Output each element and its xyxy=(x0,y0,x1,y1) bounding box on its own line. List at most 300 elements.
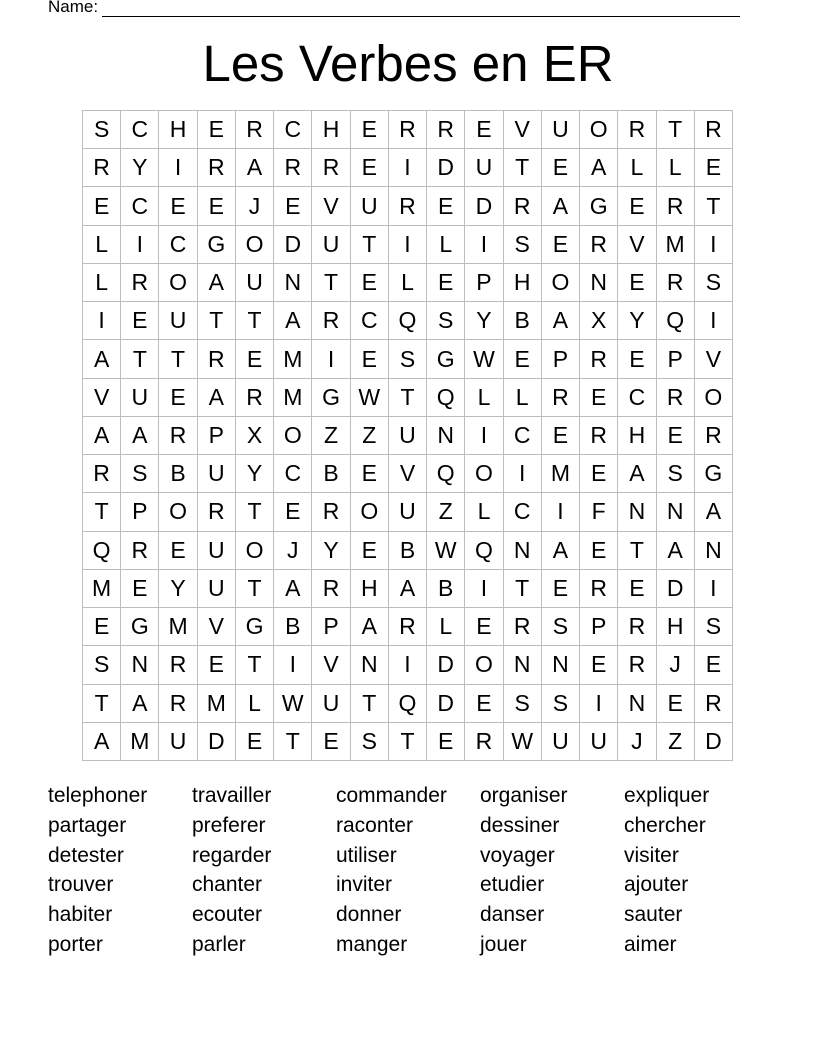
grid-cell: R xyxy=(657,264,695,302)
word-list-item: commander xyxy=(336,784,447,807)
word-list-item: regarder xyxy=(192,843,272,867)
grid-cell: E xyxy=(580,646,618,684)
grid-cell: Y xyxy=(121,149,159,187)
grid-cell: C xyxy=(274,111,312,149)
grid-cell: E xyxy=(542,149,580,187)
grid-cell: B xyxy=(274,608,312,646)
word-list-item: danser xyxy=(480,903,545,927)
grid-cell: R xyxy=(121,264,159,302)
grid-cell: L xyxy=(465,493,503,531)
name-blank-line xyxy=(102,1,740,17)
grid-cell: E xyxy=(351,455,389,493)
grid-cell: T xyxy=(83,493,121,531)
grid-cell: C xyxy=(274,455,312,493)
grid-cell: R xyxy=(618,646,656,684)
grid-cell: N xyxy=(542,646,580,684)
grid-cell: E xyxy=(312,723,350,761)
word-list-item: expliquer xyxy=(624,784,710,807)
grid-cell: A xyxy=(542,302,580,340)
grid-cell: R xyxy=(542,379,580,417)
grid-cell: O xyxy=(236,226,274,264)
grid-cell: U xyxy=(542,111,580,149)
grid-cell: E xyxy=(121,570,159,608)
grid-cell: E xyxy=(83,608,121,646)
grid-cell: E xyxy=(618,187,656,225)
grid-cell: E xyxy=(580,532,618,570)
grid-cell: Y xyxy=(236,455,274,493)
grid-cell: I xyxy=(504,455,542,493)
grid-cell: S xyxy=(504,226,542,264)
grid-cell: S xyxy=(427,302,465,340)
word-list-item: habiter xyxy=(48,903,113,927)
grid-cell: H xyxy=(159,111,197,149)
grid-cell: J xyxy=(236,187,274,225)
grid-cell: R xyxy=(312,570,350,608)
grid-cell: I xyxy=(159,149,197,187)
grid-cell: E xyxy=(274,493,312,531)
grid-cell: E xyxy=(695,149,733,187)
grid-cell: U xyxy=(198,532,236,570)
word-list-item: raconter xyxy=(336,813,414,837)
grid-cell: I xyxy=(465,226,503,264)
grid-cell: E xyxy=(465,111,503,149)
grid-cell: W xyxy=(504,723,542,761)
grid-cell: H xyxy=(657,608,695,646)
grid-cell: R xyxy=(504,187,542,225)
grid-cell: R xyxy=(159,646,197,684)
grid-cell: F xyxy=(580,493,618,531)
grid-cell: U xyxy=(159,723,197,761)
grid-cell: I xyxy=(580,685,618,723)
grid-cell: E xyxy=(580,379,618,417)
grid-cell: O xyxy=(351,493,389,531)
grid-cell: T xyxy=(504,149,542,187)
grid-cell: P xyxy=(121,493,159,531)
grid-cell: R xyxy=(389,111,427,149)
grid-cell: S xyxy=(542,608,580,646)
word-list-item: dessiner xyxy=(480,813,560,837)
grid-cell: A xyxy=(83,417,121,455)
grid-cell: U xyxy=(312,226,350,264)
grid-cell: R xyxy=(695,417,733,455)
word-search-grid xyxy=(82,110,733,761)
grid-cell: J xyxy=(274,532,312,570)
grid-cell: T xyxy=(351,226,389,264)
grid-cell: R xyxy=(236,111,274,149)
grid-cell: R xyxy=(274,149,312,187)
grid-cell: E xyxy=(351,149,389,187)
grid-cell: R xyxy=(389,187,427,225)
grid-cell: T xyxy=(198,302,236,340)
grid-cell: J xyxy=(657,646,695,684)
grid-cell: M xyxy=(121,723,159,761)
grid-cell: E xyxy=(198,111,236,149)
grid-cell: E xyxy=(465,608,503,646)
grid-cell: E xyxy=(198,187,236,225)
word-list-item: voyager xyxy=(480,843,555,867)
word-list-item: parler xyxy=(192,932,246,956)
grid-cell: W xyxy=(465,340,503,378)
grid-cell: E xyxy=(465,685,503,723)
grid-cell: S xyxy=(83,111,121,149)
grid-cell: C xyxy=(159,226,197,264)
name-label: Name: xyxy=(48,0,99,16)
grid-cell: I xyxy=(389,646,427,684)
grid-cell: W xyxy=(274,685,312,723)
grid-cell: I xyxy=(695,302,733,340)
grid-cell: V xyxy=(504,111,542,149)
grid-cell: T xyxy=(618,532,656,570)
grid-cell: R xyxy=(312,493,350,531)
word-list-item: chanter xyxy=(192,873,263,897)
grid-cell: P xyxy=(312,608,350,646)
grid-cell: C xyxy=(121,187,159,225)
grid-cell: A xyxy=(121,417,159,455)
grid-cell: U xyxy=(351,187,389,225)
grid-cell: O xyxy=(465,646,503,684)
grid-cell: R xyxy=(389,608,427,646)
grid-cell: R xyxy=(427,111,465,149)
grid-cell: O xyxy=(274,417,312,455)
grid-cell: G xyxy=(427,340,465,378)
grid-cell: S xyxy=(657,455,695,493)
grid-cell: V xyxy=(389,455,427,493)
grid-cell: E xyxy=(83,187,121,225)
grid-cell: I xyxy=(695,226,733,264)
grid-cell: A xyxy=(657,532,695,570)
grid-cell: E xyxy=(657,685,695,723)
grid-cell: I xyxy=(121,226,159,264)
grid-cell: Y xyxy=(618,302,656,340)
grid-cell: A xyxy=(389,570,427,608)
word-list-item: trouver xyxy=(48,873,114,897)
grid-cell: U xyxy=(542,723,580,761)
grid-cell: P xyxy=(580,608,618,646)
grid-cell: G xyxy=(121,608,159,646)
grid-cell: E xyxy=(427,264,465,302)
grid-cell: A xyxy=(274,570,312,608)
grid-cell: Q xyxy=(427,455,465,493)
grid-cell: T xyxy=(389,379,427,417)
grid-cell: U xyxy=(198,570,236,608)
grid-cell: N xyxy=(618,493,656,531)
grid-cell: I xyxy=(542,493,580,531)
grid-cell: B xyxy=(389,532,427,570)
grid-cell: M xyxy=(198,685,236,723)
grid-cell: R xyxy=(198,340,236,378)
name-field xyxy=(48,0,740,17)
grid-cell: L xyxy=(236,685,274,723)
grid-cell: N xyxy=(580,264,618,302)
grid-cell: L xyxy=(389,264,427,302)
grid-cell: U xyxy=(159,302,197,340)
grid-cell: R xyxy=(580,417,618,455)
grid-cell: U xyxy=(121,379,159,417)
grid-cell: H xyxy=(312,111,350,149)
grid-cell: I xyxy=(312,340,350,378)
grid-cell: S xyxy=(351,723,389,761)
grid-cell: P xyxy=(657,340,695,378)
word-list-item: ajouter xyxy=(624,873,689,897)
grid-cell: R xyxy=(83,149,121,187)
grid-cell: C xyxy=(504,493,542,531)
grid-cell: A xyxy=(236,149,274,187)
grid-cell: T xyxy=(159,340,197,378)
grid-cell: T xyxy=(312,264,350,302)
grid-cell: I xyxy=(83,302,121,340)
grid-cell: A xyxy=(83,723,121,761)
grid-cell: D xyxy=(274,226,312,264)
grid-cell: D xyxy=(427,149,465,187)
grid-cell: O xyxy=(580,111,618,149)
grid-cell: E xyxy=(618,264,656,302)
grid-cell: N xyxy=(657,493,695,531)
grid-cell: A xyxy=(695,493,733,531)
grid-cell: R xyxy=(580,570,618,608)
grid-cell: I xyxy=(389,226,427,264)
grid-cell: R xyxy=(504,608,542,646)
grid-cell: Q xyxy=(657,302,695,340)
grid-cell: R xyxy=(312,149,350,187)
grid-cell: S xyxy=(695,608,733,646)
grid-cell: R xyxy=(618,608,656,646)
grid-cell: R xyxy=(159,685,197,723)
grid-cell: R xyxy=(236,379,274,417)
grid-cell: D xyxy=(657,570,695,608)
grid-cell: U xyxy=(198,455,236,493)
word-list-item: aimer xyxy=(624,932,677,956)
grid-cell: I xyxy=(695,570,733,608)
grid-cell: M xyxy=(274,379,312,417)
grid-cell: O xyxy=(465,455,503,493)
word-list-item: organiser xyxy=(480,784,568,807)
word-list-item: jouer xyxy=(480,932,527,956)
grid-cell: L xyxy=(618,149,656,187)
grid-cell: E xyxy=(351,111,389,149)
word-list-item: porter xyxy=(48,932,103,956)
grid-cell: L xyxy=(427,608,465,646)
grid-cell: A xyxy=(542,532,580,570)
grid-cell: E xyxy=(618,340,656,378)
grid-cell: S xyxy=(542,685,580,723)
grid-cell: E xyxy=(695,646,733,684)
grid-cell: W xyxy=(351,379,389,417)
grid-cell: M xyxy=(159,608,197,646)
grid-cell: Q xyxy=(427,379,465,417)
grid-cell: R xyxy=(618,111,656,149)
grid-cell: T xyxy=(695,187,733,225)
grid-cell: N xyxy=(504,532,542,570)
grid-cell: A xyxy=(274,302,312,340)
word-list-item: inviter xyxy=(336,873,393,897)
word-list-item: chercher xyxy=(624,813,706,837)
grid-cell: R xyxy=(465,723,503,761)
grid-cell: E xyxy=(236,340,274,378)
grid-cell: U xyxy=(389,417,427,455)
grid-cell: N xyxy=(504,646,542,684)
grid-cell: G xyxy=(580,187,618,225)
page-title: Les Verbes en ER xyxy=(202,35,614,92)
grid-cell: R xyxy=(580,340,618,378)
grid-cell: T xyxy=(351,685,389,723)
grid-cell: N xyxy=(121,646,159,684)
grid-cell: U xyxy=(312,685,350,723)
grid-cell: E xyxy=(427,187,465,225)
grid-cell: H xyxy=(504,264,542,302)
grid-cell: R xyxy=(580,226,618,264)
grid-cell: A xyxy=(121,685,159,723)
grid-cell: H xyxy=(618,417,656,455)
grid-cell: Y xyxy=(159,570,197,608)
grid-cell: E xyxy=(542,570,580,608)
grid-cell: E xyxy=(121,302,159,340)
grid-cell: O xyxy=(159,264,197,302)
grid-cell: T xyxy=(389,723,427,761)
grid-cell: Y xyxy=(312,532,350,570)
grid-cell: R xyxy=(657,379,695,417)
grid-cell: A xyxy=(351,608,389,646)
grid-cell: R xyxy=(657,187,695,225)
grid-cell: L xyxy=(504,379,542,417)
grid-cell: U xyxy=(465,149,503,187)
grid-cell: I xyxy=(389,149,427,187)
grid-cell: T xyxy=(504,570,542,608)
grid-cell: S xyxy=(83,646,121,684)
grid-cell: D xyxy=(198,723,236,761)
grid-cell: R xyxy=(159,417,197,455)
grid-cell: E xyxy=(159,379,197,417)
grid-cell: D xyxy=(427,646,465,684)
grid-cell: T xyxy=(121,340,159,378)
grid-cell: E xyxy=(504,340,542,378)
grid-cell: X xyxy=(236,417,274,455)
grid-cell: O xyxy=(236,532,274,570)
grid-cell: V xyxy=(312,187,350,225)
grid-cell: A xyxy=(580,149,618,187)
grid-cell: E xyxy=(657,417,695,455)
grid-cell: N xyxy=(695,532,733,570)
grid-cell: G xyxy=(198,226,236,264)
grid-cell: C xyxy=(121,111,159,149)
grid-cell: Q xyxy=(465,532,503,570)
grid-cell: P xyxy=(542,340,580,378)
grid-cell: L xyxy=(83,226,121,264)
grid-cell: M xyxy=(274,340,312,378)
grid-cell: N xyxy=(618,685,656,723)
grid-cell: W xyxy=(427,532,465,570)
grid-cell: Z xyxy=(351,417,389,455)
grid-cell: V xyxy=(198,608,236,646)
grid-cell: T xyxy=(236,493,274,531)
word-list-item: etudier xyxy=(480,873,545,897)
grid-cell: T xyxy=(657,111,695,149)
grid-cell: O xyxy=(159,493,197,531)
grid-cell: E xyxy=(159,532,197,570)
grid-cell: E xyxy=(542,417,580,455)
grid-cell: N xyxy=(351,646,389,684)
grid-cell: M xyxy=(83,570,121,608)
grid-cell: E xyxy=(351,264,389,302)
grid-cell: R xyxy=(312,302,350,340)
grid-cell: C xyxy=(351,302,389,340)
grid-cell: I xyxy=(465,417,503,455)
grid-cell: B xyxy=(427,570,465,608)
grid-cell: E xyxy=(351,532,389,570)
grid-cell: A xyxy=(542,187,580,225)
grid-cell: H xyxy=(351,570,389,608)
word-list-item: utiliser xyxy=(336,843,397,867)
grid-cell: C xyxy=(618,379,656,417)
grid-cell: A xyxy=(83,340,121,378)
grid-cell: T xyxy=(236,570,274,608)
grid-cell: Z xyxy=(312,417,350,455)
grid-cell: T xyxy=(236,302,274,340)
grid-cell: I xyxy=(274,646,312,684)
word-list-item: donner xyxy=(336,903,402,927)
grid-cell: U xyxy=(389,493,427,531)
grid-cell: J xyxy=(618,723,656,761)
grid-cell: E xyxy=(580,455,618,493)
grid-cell: Y xyxy=(465,302,503,340)
grid-cell: Q xyxy=(389,302,427,340)
grid-cell: M xyxy=(542,455,580,493)
grid-cell: U xyxy=(580,723,618,761)
grid-cell: S xyxy=(389,340,427,378)
grid-cell: N xyxy=(274,264,312,302)
grid-cell: E xyxy=(198,646,236,684)
grid-cell: X xyxy=(580,302,618,340)
grid-cell: A xyxy=(198,264,236,302)
grid-cell: R xyxy=(198,493,236,531)
grid-cell: E xyxy=(274,187,312,225)
grid-cell: S xyxy=(121,455,159,493)
grid-cell: R xyxy=(121,532,159,570)
grid-cell: Q xyxy=(83,532,121,570)
grid-cell: G xyxy=(695,455,733,493)
grid-cell: I xyxy=(465,570,503,608)
word-list-item: telephoner xyxy=(48,784,148,807)
word-list xyxy=(48,781,768,960)
grid-cell: D xyxy=(695,723,733,761)
grid-cell: G xyxy=(236,608,274,646)
grid-cell: Z xyxy=(427,493,465,531)
grid-cell: B xyxy=(312,455,350,493)
grid-cell: A xyxy=(618,455,656,493)
grid-cell: R xyxy=(83,455,121,493)
grid-cell: L xyxy=(657,149,695,187)
word-list-item: sauter xyxy=(624,903,683,927)
grid-cell: P xyxy=(465,264,503,302)
grid-cell: Z xyxy=(657,723,695,761)
grid-cell: T xyxy=(274,723,312,761)
grid-cell: T xyxy=(83,685,121,723)
grid-cell: L xyxy=(427,226,465,264)
word-list-item: ecouter xyxy=(192,903,263,927)
grid-cell: R xyxy=(695,685,733,723)
grid-cell: C xyxy=(504,417,542,455)
grid-cell: E xyxy=(542,226,580,264)
grid-cell: N xyxy=(427,417,465,455)
word-list-item: preferer xyxy=(192,813,266,837)
word-list-item: partager xyxy=(48,813,127,837)
grid-cell: P xyxy=(198,417,236,455)
grid-cell: U xyxy=(236,264,274,302)
grid-cell: D xyxy=(465,187,503,225)
grid-cell: V xyxy=(695,340,733,378)
grid-cell: S xyxy=(695,264,733,302)
grid-cell: E xyxy=(427,723,465,761)
grid-cell: G xyxy=(312,379,350,417)
